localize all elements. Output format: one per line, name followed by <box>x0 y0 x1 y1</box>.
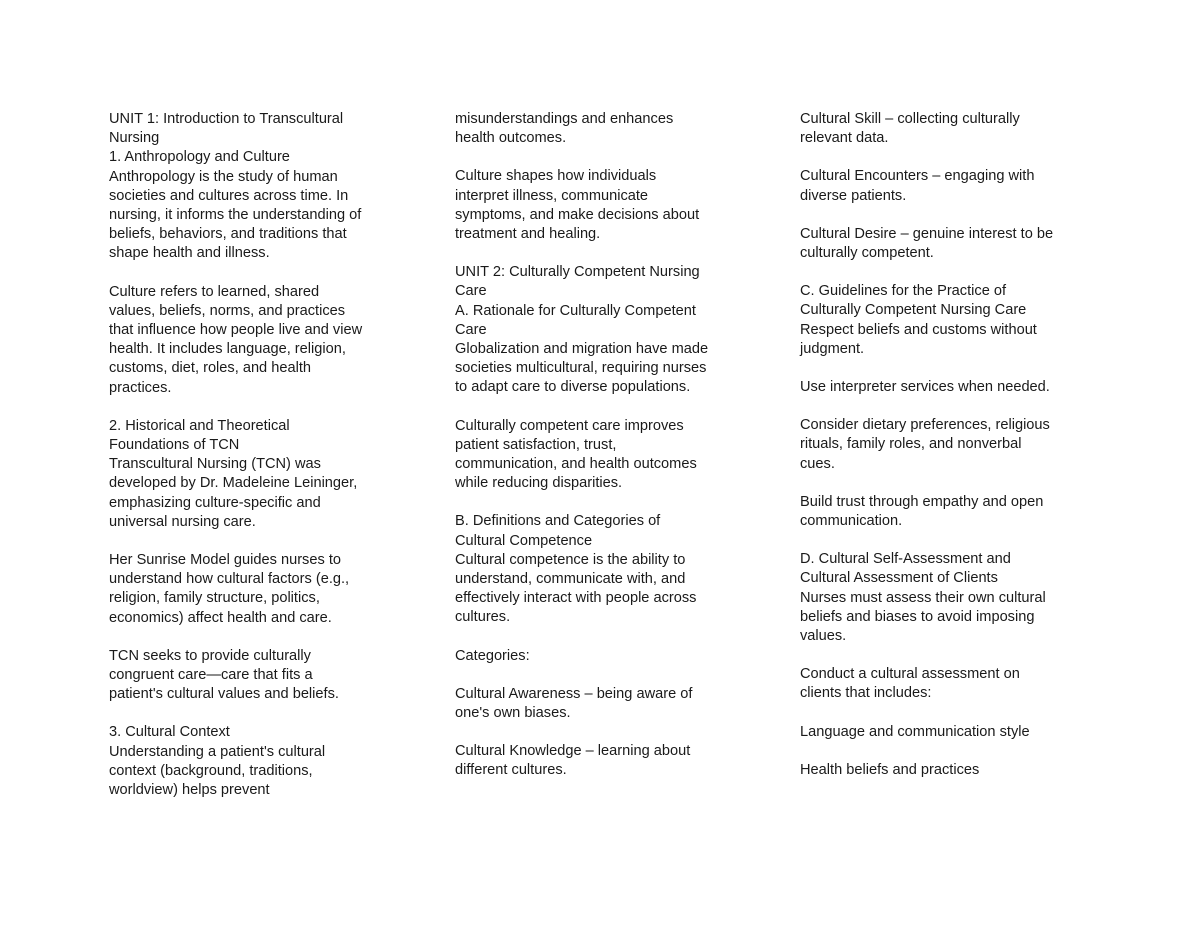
paragraph <box>109 110 409 264</box>
text-line: Language and communication style <box>800 723 1030 740</box>
text-line: Cultural Awareness – being aware of <box>455 685 693 702</box>
text-line: 2. Historical and Theoretical <box>109 417 290 434</box>
text-line: culturally competent. <box>800 245 934 262</box>
text-line: B. Definitions and Categories of <box>455 513 661 530</box>
text-line: nursing, it informs the understanding of <box>109 207 362 224</box>
text-line: Cultural Skill – collecting culturally <box>800 111 1020 127</box>
text-line: Build trust through empathy and open <box>800 493 1044 510</box>
text-line: Cultural Encounters – engaging with <box>800 168 1035 185</box>
text-line: Culture refers to learned, shared <box>109 283 320 300</box>
paragraph <box>800 282 1100 359</box>
text-line: communication, and health outcomes <box>455 456 697 473</box>
text-line: societies and cultures across time. In <box>109 187 349 204</box>
paragraph <box>800 225 1100 263</box>
text-line: that influence how people live and view <box>109 322 363 339</box>
text-line: Respect beliefs and customs without <box>800 321 1037 338</box>
text-line: health outcomes. <box>455 130 567 147</box>
paragraph <box>455 512 755 627</box>
text-line: context (background, traditions, <box>109 762 313 779</box>
text-line: Health beliefs and practices <box>800 761 980 778</box>
text-line: health. It includes language, religion, <box>109 341 346 358</box>
text-line: relevant data. <box>800 130 889 147</box>
text-line: Conduct a cultural assessment on <box>800 666 1020 683</box>
text-line: clients that includes: <box>800 685 932 702</box>
text-line: diverse patients. <box>800 187 907 204</box>
text-line: practices. <box>109 379 172 396</box>
text-line: beliefs and biases to avoid imposing <box>800 608 1035 625</box>
paragraph <box>109 551 409 628</box>
text-line: understand, communicate with, and <box>455 571 686 588</box>
text-line: Anthropology is the study of human <box>109 168 338 185</box>
paragraph <box>455 167 755 244</box>
text-line: cues. <box>800 455 835 472</box>
paragraph <box>455 263 755 397</box>
text-line: Transcultural Nursing (TCN) was <box>109 456 321 473</box>
text-line: values, beliefs, norms, and practices <box>109 302 346 319</box>
paragraph <box>800 761 1100 780</box>
paragraph <box>800 378 1100 397</box>
text-line: Culturally Competent Nursing Care <box>800 302 1027 319</box>
paragraph <box>455 685 755 723</box>
text-line: treatment and healing. <box>455 226 601 243</box>
text-line: cultures. <box>455 609 511 626</box>
text-line: religion, family structure, politics, <box>109 590 320 607</box>
text-line: Nurses must assess their own cultural <box>800 589 1046 606</box>
text-line: effectively interact with people across <box>455 590 697 607</box>
text-line: Foundations of TCN <box>109 437 240 454</box>
text-line: Cultural Knowledge – learning about <box>455 743 691 760</box>
text-line: symptoms, and make decisions about <box>455 206 700 223</box>
text-line: UNIT 1: Introduction to Transcultural <box>109 111 344 127</box>
text-line: Use interpreter services when needed. <box>800 379 1050 396</box>
text-line: interpret illness, communicate <box>455 187 649 204</box>
text-line: Cultural competence is the ability to <box>455 551 686 568</box>
paragraph <box>455 647 755 666</box>
text-line: different cultures. <box>455 762 567 779</box>
text-line: economics) affect health and care. <box>109 609 332 626</box>
paragraph <box>455 110 755 148</box>
paragraph <box>455 742 755 780</box>
text-line: Consider dietary preferences, religious <box>800 417 1050 434</box>
text-line: A. Rationale for Culturally Competent <box>455 302 696 319</box>
paragraph <box>800 110 1100 148</box>
text-line: Her Sunrise Model guides nurses to <box>109 552 341 569</box>
paragraph <box>800 493 1100 531</box>
paragraph <box>455 417 755 494</box>
text-line: universal nursing care. <box>109 513 256 530</box>
paragraph <box>800 723 1100 742</box>
text-line: Care <box>455 321 487 338</box>
text-line: Cultural Assessment of Clients <box>800 570 998 587</box>
text-column-3 <box>800 110 1100 780</box>
paragraph <box>109 283 409 398</box>
text-line: worldview) helps prevent <box>109 782 270 799</box>
text-line: Understanding a patient's cultural <box>109 743 326 760</box>
text-line: misunderstandings and enhances <box>455 111 674 127</box>
text-line: TCN seeks to provide culturally <box>109 647 311 664</box>
text-line: Globalization and migration have made <box>455 341 709 358</box>
text-line: beliefs, behaviors, and traditions that <box>109 226 347 243</box>
text-line: developed by Dr. Madeleine Leininger, <box>109 475 358 492</box>
paragraph <box>800 665 1100 703</box>
text-line: communication. <box>800 513 903 530</box>
paragraph <box>109 647 409 705</box>
text-line: Cultural Desire – genuine interest to be <box>800 225 1054 242</box>
text-line: D. Cultural Self-Assessment and <box>800 551 1011 568</box>
paragraph <box>800 416 1100 474</box>
text-line: 1. Anthropology and Culture <box>109 149 290 166</box>
text-line: patient's cultural values and beliefs. <box>109 686 339 703</box>
text-line: one's own biases. <box>455 705 571 722</box>
text-line: Cultural Competence <box>455 532 593 549</box>
text-column-1 <box>109 110 409 800</box>
text-line: C. Guidelines for the Practice of <box>800 283 1007 300</box>
text-line: while reducing disparities. <box>455 475 623 492</box>
text-line: Categories: <box>455 647 530 664</box>
text-line: Culturally competent care improves <box>455 417 684 434</box>
text-line: rituals, family roles, and nonverbal <box>800 436 1022 453</box>
text-line: judgment. <box>800 340 865 357</box>
text-line: customs, diet, roles, and health <box>109 360 311 377</box>
text-line: understand how cultural factors (e.g., <box>109 571 350 588</box>
text-line: congruent care—care that fits a <box>109 667 313 684</box>
text-line: emphasizing culture-specific and <box>109 494 321 511</box>
paragraph <box>109 417 409 532</box>
text-line: UNIT 2: Culturally Competent Nursing <box>455 264 700 281</box>
text-line: societies multicultural, requiring nurses <box>455 360 707 377</box>
paragraph <box>800 550 1100 646</box>
paragraph <box>800 167 1100 205</box>
text-line: shape health and illness. <box>109 245 270 262</box>
text-line: Care <box>455 283 487 300</box>
text-line: patient satisfaction, trust, <box>455 436 617 453</box>
paragraph <box>109 723 409 800</box>
text-line: 3. Cultural Context <box>109 724 230 741</box>
text-line: Culture shapes how individuals <box>455 168 657 185</box>
text-line: Nursing <box>109 130 160 147</box>
text-line: to adapt care to diverse populations. <box>455 379 691 396</box>
text-column-2 <box>455 110 755 781</box>
text-line: values. <box>800 628 847 645</box>
